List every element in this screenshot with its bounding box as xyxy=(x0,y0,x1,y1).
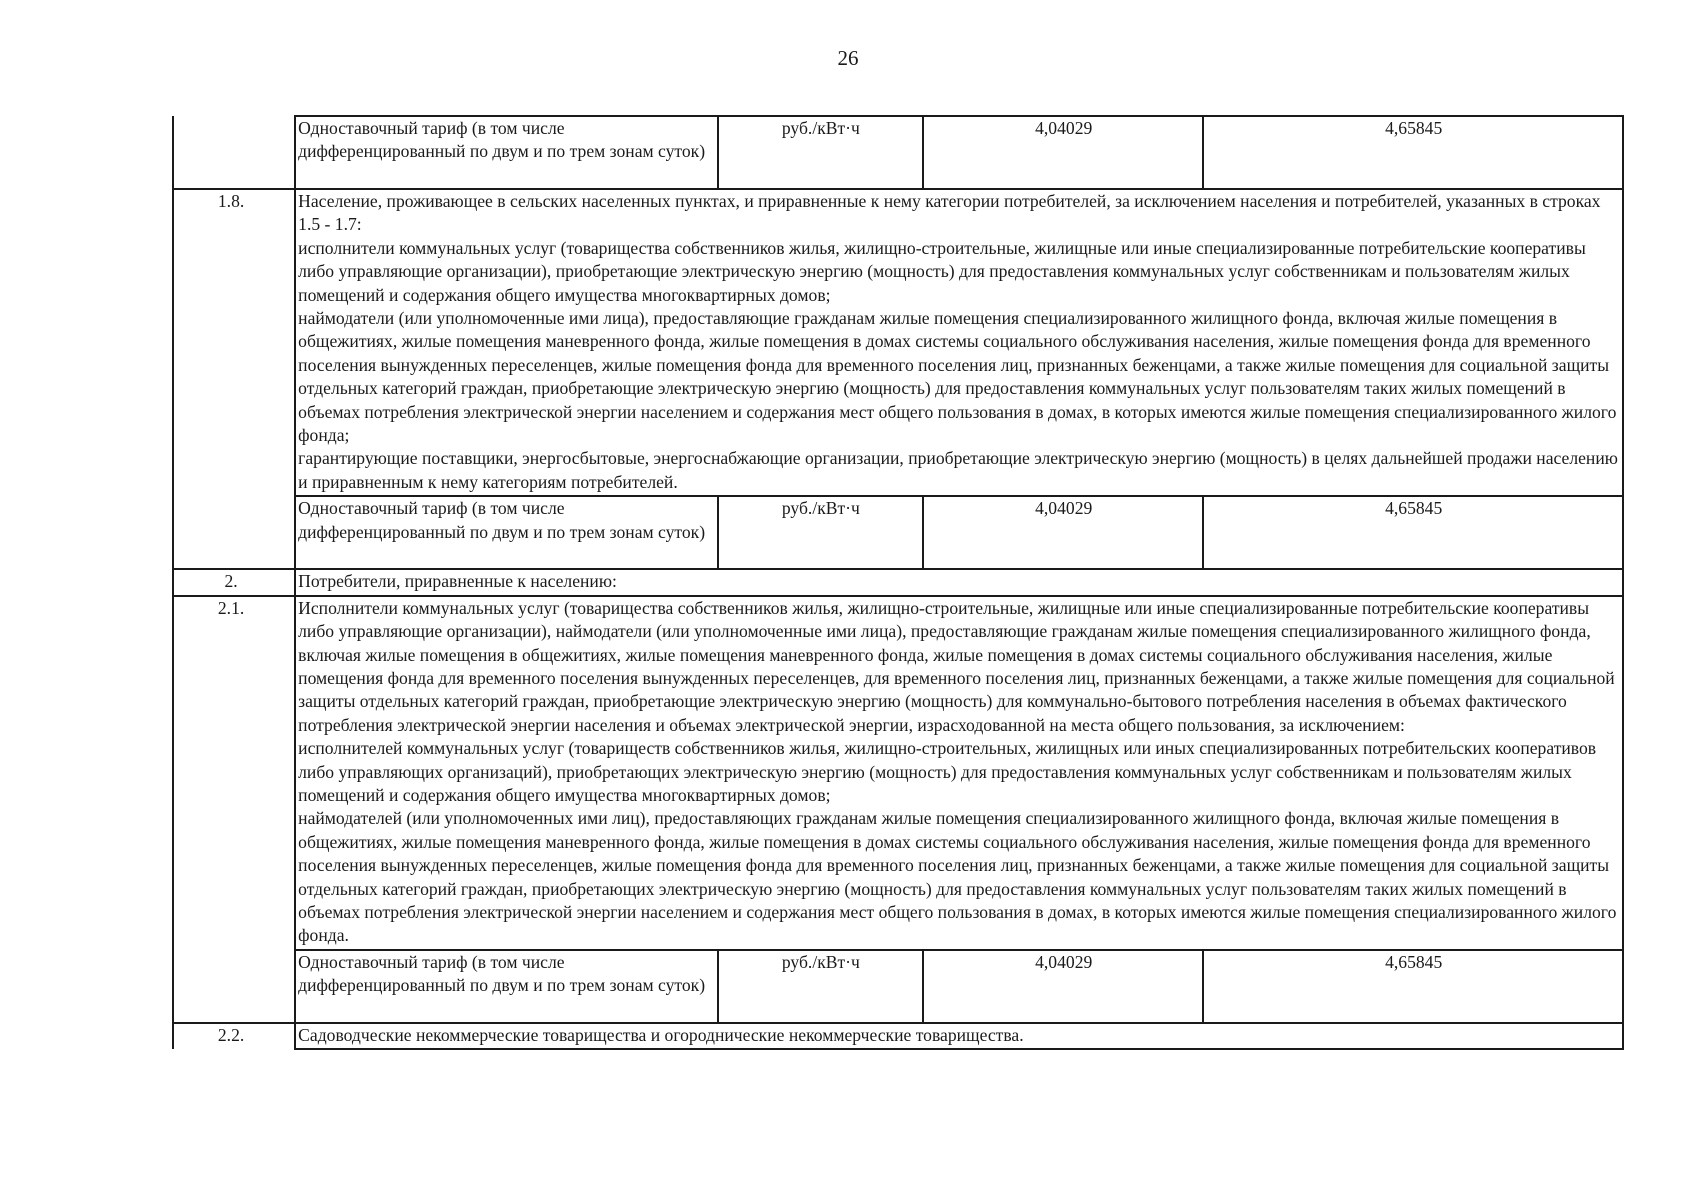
description-paragraph: гарантирующие поставщики, энергосбытовые, энергоснабжающие организации, приобретающие электрическую энергию (мощность) в целях дальнейшей продажи населению и приравненным к нему категориям потребителей. xyxy=(298,448,1618,492)
row-number: 2.2. xyxy=(173,1023,295,1049)
tariff-unit: руб./кВт·ч xyxy=(718,496,923,569)
table-row xyxy=(173,189,1623,496)
row-description xyxy=(295,596,1623,950)
description-paragraph: исполнителей коммунальных услуг (товариществ собственников жилья, жилищно-строительных, жилищных или иных специализированных потребительских кооперативов либо управляющих организаций), приобретающих электрическую энергию (мощность) для предоставления коммунальных услуг собственникам и пользователям жилых помещений и содержания общего имущества многоквартирных домов; xyxy=(298,738,1597,805)
description-paragraph: Исполнители коммунальных услуг (товарищества собственников жилья, жилищно-строительные, жилищные или иные специализированные потребительские кооперативы либо управляющие организации), наймодатели (или уполномоченные ими лица), предоставляющие гражданам жилые помещения специализированного жилищного фонда, включая жилые помещения в общежитиях, жилые помещения маневренного фонда, жилые помещения в домах системы социального обслуживания населения, жилые помещения фонда для временного поселения вынужденных переселенцев, для временного поселения лиц, признанных беженцами, а также жилые помещения для социальной защиты отдельных категорий граждан, приобретающие электрическую энергию (мощность) для коммунально-бытового потребления населения в объемах фактического потребления электрической энергии населения и объемах электрической энергии, израсходованной на места общего пользования, за исключением: xyxy=(298,597,1615,735)
tariff-value-2: 4,65845 xyxy=(1203,496,1623,569)
row-description: Потребители, приравненные к населению: xyxy=(295,569,1623,595)
tariff-value-1: 4,04029 xyxy=(923,950,1203,1023)
row-number: 2. xyxy=(173,569,295,595)
row-number xyxy=(173,116,295,189)
tariff-unit: руб./кВт·ч xyxy=(718,950,923,1023)
description-paragraph: наймодателей (или уполномоченных ими лиц), предоставляющих гражданам жилые помещения специализированного жилищного фонда, включая жилые помещения в общежитиях, жилые помещения маневренного фонда, жилые помещения в домах системы социального обслуживания населения, жилые помещения фонда для временного поселения вынужденных переселенцев, жилые помещения фонда для временного поселения лиц, признанных беженцами, а также жилые помещения для социальной защиты отдельных категорий граждан, приобретающих электрическую энергию (мощность) для предоставления коммунальных услуг пользователям таких жилых помещений в объемах потребления электрической энергии населением и содержания мест общего пользования в домах, в которых имеются жилые помещения специализированного жилого фонда. xyxy=(298,808,1617,946)
table-row xyxy=(173,1023,1623,1049)
table-row xyxy=(173,569,1623,595)
tariff-name: Одноставочный тариф (в том числе дифференцированный по двум и по трем зонам суток) xyxy=(295,496,718,569)
tariff-table xyxy=(172,115,1624,1050)
row-number: 1.8. xyxy=(173,189,295,569)
tariff-value-1: 4,04029 xyxy=(923,116,1203,189)
table-row xyxy=(173,950,1623,1023)
row-description: Садоводческие некоммерческие товарищества и огороднические некоммерческие товарищества. xyxy=(295,1023,1623,1049)
row-number: 2.1. xyxy=(173,596,295,1023)
table-row xyxy=(173,596,1623,950)
tariff-name: Одноставочный тариф (в том числе дифференцированный по двум и по трем зонам суток) xyxy=(295,116,718,189)
row-description xyxy=(295,189,1623,496)
table-row xyxy=(173,496,1623,569)
page-number: 26 xyxy=(837,46,859,70)
tariff-value-2: 4,65845 xyxy=(1203,950,1623,1023)
tariff-unit: руб./кВт·ч xyxy=(718,116,923,189)
description-paragraph: исполнители коммунальных услуг (товарищества собственников жилья, жилищно-строительные, жилищные или иные специализированные потребительские кооперативы либо управляющие организации), приобретающие электрическую энергию (мощность) для предоставления коммунальных услуг собственникам и пользователям жилых помещений и содержания общего имущества многоквартирных домов; xyxy=(298,237,1586,305)
description-paragraph: Население, проживающее в сельских населенных пунктах, и приравненные к нему категории потребителей, за исключением населения и потребителей, указанных в строках 1.5 - 1.7: xyxy=(298,191,1601,235)
tariff-name: Одноставочный тариф (в том числе дифференцированный по двум и по трем зонам суток) xyxy=(295,950,718,1023)
tariff-value-2: 4,65845 xyxy=(1203,116,1623,189)
table-row xyxy=(173,116,1623,189)
tariff-value-1: 4,04029 xyxy=(923,496,1203,569)
description-paragraph: наймодатели (или уполномоченные ими лица), предоставляющие гражданам жилые помещения специализированного жилищного фонда, включая жилые помещения в общежитиях, жилые помещения маневренного фонда, жилые помещения в домах системы социального обслуживания населения, жилые помещения фонда для временного поселения вынужденных переселенцев, жилые помещения фонда для временного поселения лиц, признанных беженцами, а также жилые помещения для социальной защиты отдельных категорий граждан, приобретающие электрическую энергию (мощность) для предоставления коммунальных услуг пользователям таких жилых помещений в объемах потребления электрической энергии населением и содержания мест общего пользования в домах, в которых имеются жилые помещения специализированного жилого фонда; xyxy=(298,308,1617,446)
